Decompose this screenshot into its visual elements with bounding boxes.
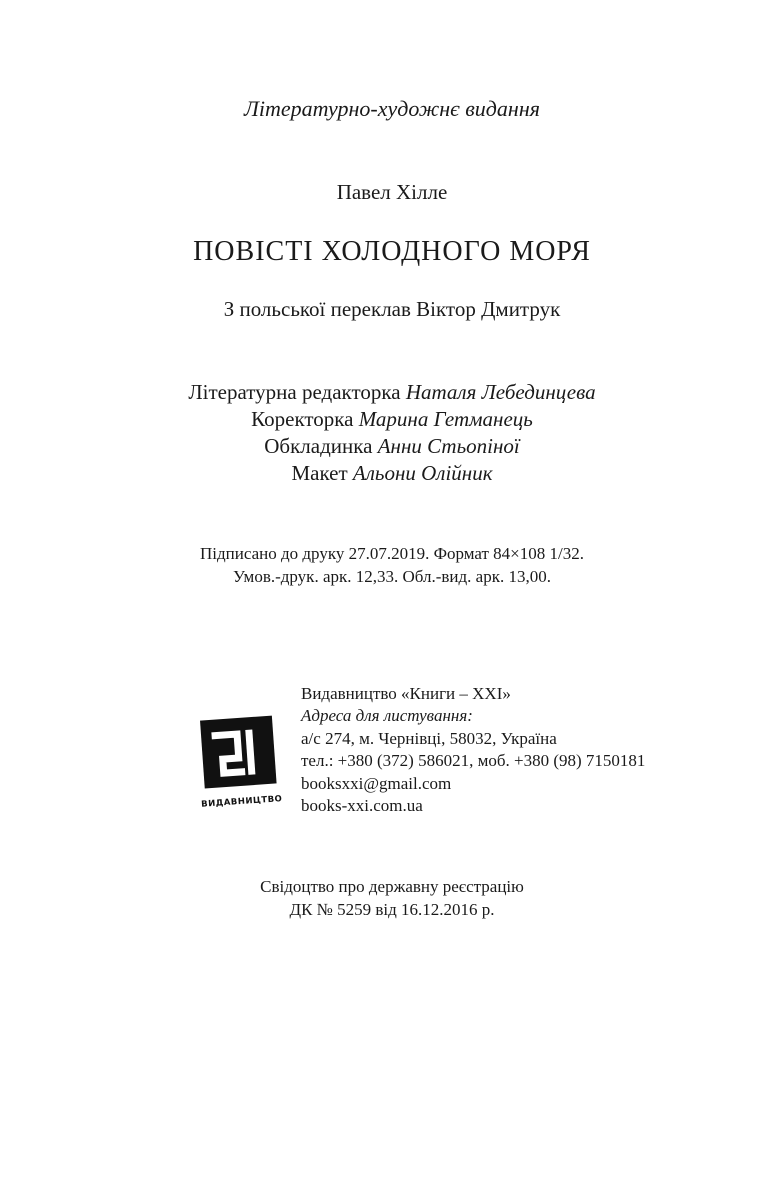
credit-cover: [0, 434, 768, 459]
credit-person: Наталя Лебединцева: [405, 380, 596, 404]
email-address: booksxxi@gmail.com: [301, 773, 452, 793]
credit-layout: [0, 461, 768, 486]
credit-role: Літературна редакторка: [188, 380, 401, 404]
credit-role: Обкладинка: [264, 434, 373, 458]
credit-role: Макет: [291, 461, 348, 485]
author-name: Павел Хілле: [336, 180, 448, 204]
print-info-line: Умов.-друк. арк. 12,33. Обл.-вид. арк. 13,00.: [233, 567, 551, 586]
postal-address: а/с 274, м. Чернівці, 58032, Україна: [301, 728, 557, 748]
registration-line: Свідоцтво про державну реєстрацію: [260, 877, 524, 896]
edition-type: Літературно-художнє видання: [244, 96, 540, 121]
publisher-info: [301, 683, 645, 817]
credit-editor: [0, 380, 768, 405]
publisher-logo: [193, 712, 285, 812]
book-title: ПОВІСТІ ХОЛОДНОГО МОРЯ: [193, 236, 591, 267]
credit-person: Марина Гетманець: [358, 407, 533, 431]
print-info-line: Підписано до друку 27.07.2019. Формат 84×108 1/32.: [200, 544, 584, 563]
website: books-xxi.com.ua: [301, 795, 423, 815]
credit-role: Коректорка: [251, 407, 354, 431]
publisher-name: Видавництво «Книги – XXI»: [301, 684, 511, 703]
credit-proofreader: [0, 407, 768, 432]
credit-person: Альони Олійник: [352, 461, 493, 485]
registration-line: ДК № 5259 від 16.12.2016 р.: [289, 900, 495, 919]
credit-person: Анни Стьопіної: [377, 434, 520, 458]
address-label: Адреса для листування:: [301, 706, 473, 726]
translator-line: З польської переклав Віктор Дмитрук: [223, 297, 561, 321]
logo-caption: ВИДАВНИЦТВО: [200, 794, 283, 810]
phone-numbers: тел.: +380 (372) 586021, моб. +380 (98) 7150181: [301, 751, 646, 771]
